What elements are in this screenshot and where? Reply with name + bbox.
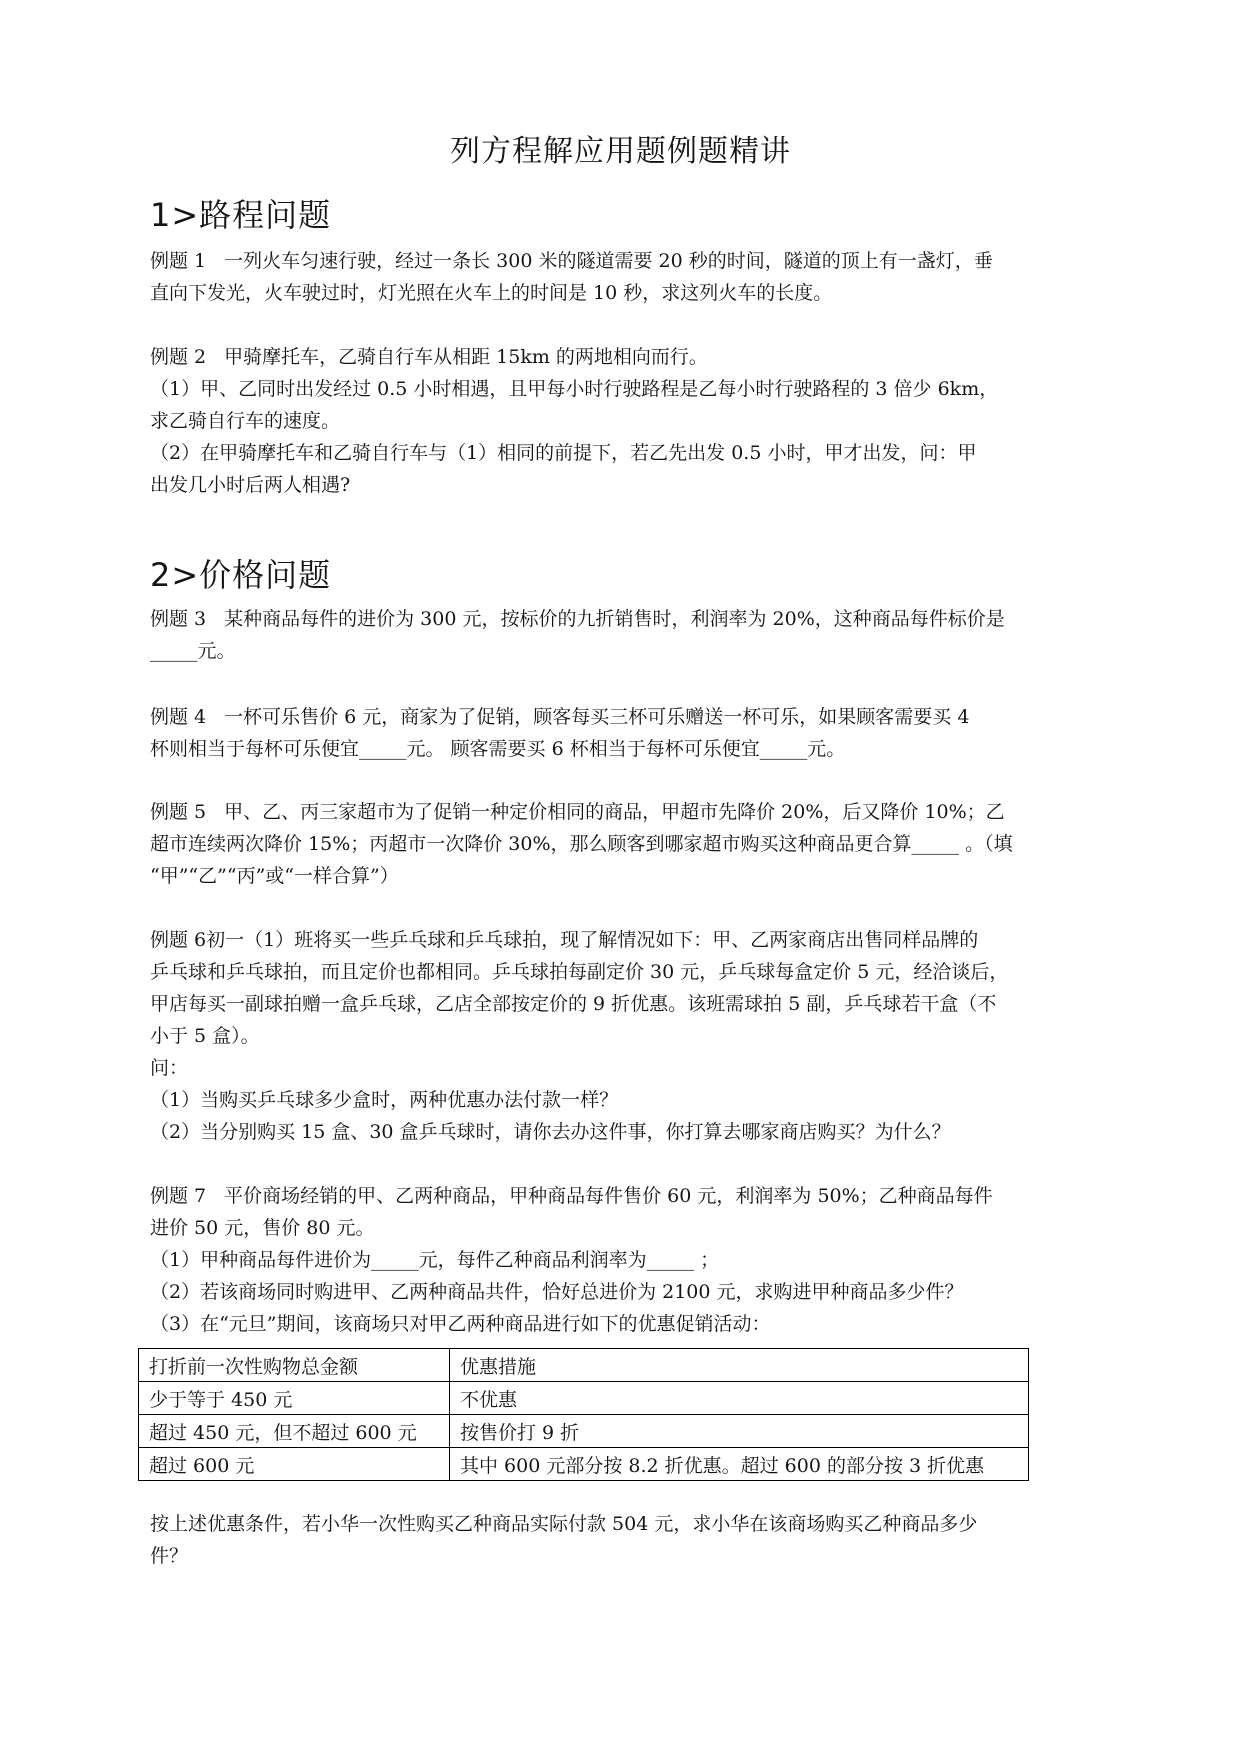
table-cell: 不优惠 <box>450 1382 1029 1415</box>
discount-table <box>138 1348 1029 1481</box>
example-7-line-4: （2）若该商场同时购进甲、乙两种商品共件，恰好总进价为 2100 元，求购进甲种商品多少件？ <box>150 1281 964 1303</box>
example-5-label: 例题 5 <box>150 801 207 823</box>
table-cell: 按售价打 9 折 <box>450 1415 1029 1448</box>
example-6-line-6: （1）当购买乒乓球多少盒时，两种优惠办法付款一样？ <box>150 1089 619 1111</box>
document-title: 列方程解应用题例题精讲 <box>450 134 791 169</box>
example-7-line-2: 进价 50 元，售价 80 元。 <box>150 1217 375 1239</box>
example-7-label: 例题 7 <box>150 1185 207 1207</box>
table-row <box>139 1349 1029 1382</box>
example-2-line-2: （1）甲、乙同时出发经过 0.5 小时相遇，且甲每小时行驶路程是乙每小时行驶路程的 3 倍少 6km， <box>150 378 999 400</box>
example-2-line-5: 出发几小时后两人相遇? <box>150 474 351 496</box>
table-cell: 其中 600 元部分按 8.2 折优惠。超过 600 的部分按 3 折优惠 <box>450 1448 1029 1481</box>
table-row <box>139 1415 1029 1448</box>
example-2 <box>150 341 1100 501</box>
example-4 <box>150 701 1100 765</box>
example-1-line-2: 直向下发光，火车驶过时，灯光照在火车上的时间是 10 秒，求这列火车的长度。 <box>150 282 833 304</box>
example-6-line-1: 例题 6初一（1）班将买一些乒乓球和乒乓球拍，现了解情况如下：甲、乙两家商店出售同样品牌的 <box>150 929 979 951</box>
example-6-line-4: 小于 5 盒）。 <box>150 1025 260 1047</box>
example-7-question <box>150 1508 1100 1572</box>
example-3-line-2: _____元。 <box>150 640 236 662</box>
example-6-label: 例题 6 <box>150 929 207 951</box>
example-2-line-4: （2）在甲骑摩托车和乙骑自行车与（1）相同的前提下，若乙先出发 0.5 小时，甲才出发，问：甲 <box>150 442 977 464</box>
example-6-line-2: 乒乓球和乒乓球拍，而且定价也都相同。乒乓球拍每副定价 30 元，乒乓球每盒定价 5 元，经洽谈后， <box>150 961 1009 983</box>
table-cell: 超过 600 元 <box>139 1448 450 1481</box>
table-cell: 优惠措施 <box>450 1349 1029 1382</box>
example-1-line-1: 例题 1 一列火车匀速行驶，经过一条长 300 米的隧道需要 20 秒的时间，隧道的顶上有一盏灯，垂 <box>150 250 993 272</box>
example-5-line-1: 例题 5 甲、乙、丙三家超市为了促销一种定价相同的商品，甲超市先降价 20%，后又降价 10%；乙 <box>150 801 1005 823</box>
example-2-line-3: 求乙骑自行车的速度。 <box>150 410 341 432</box>
example-5-line-3: “甲”“乙”“丙”或“一样合算”） <box>150 865 399 887</box>
example-3-line-1: 例题 3 某种商品每件的进价为 300 元，按标价的九折销售时，利润率为 20%，这种商品每件标价是 <box>150 608 1005 630</box>
example-5 <box>150 796 1100 892</box>
example-1-label: 例题 1 <box>150 250 207 272</box>
example-7-line-3: （1）甲种商品每件进价为_____元，每件乙种商品利润率为_____ ； <box>150 1249 720 1271</box>
example-7-after-line-2: 件？ <box>150 1545 189 1567</box>
example-7-after-line-1: 按上述优惠条件，若小华一次性购买乙种商品实际付款 504 元，求小华在该商场购买乙种商品多少 <box>150 1513 978 1535</box>
example-6-line-7: （2）当分别购买 15 盒、30 盒乒乓球时，请你去办这件事，你打算去哪家商店购买？为什么？ <box>150 1121 951 1143</box>
example-2-label: 例题 2 <box>150 346 207 368</box>
example-3-label: 例题 3 <box>150 608 207 630</box>
section-heading-price: 2>价格问题 <box>150 556 332 594</box>
example-7-line-1: 例题 7 平价商场经销的甲、乙两种商品，甲种商品每件售价 60 元，利润率为 50%；乙种商品每件 <box>150 1185 993 1207</box>
example-1 <box>150 245 1100 309</box>
example-7-line-5: （3）在“元旦”期间，该商场只对甲乙两种商品进行如下的优惠促销活动： <box>150 1313 771 1335</box>
table-row <box>139 1382 1029 1415</box>
table-cell: 少于等于 450 元 <box>139 1382 450 1415</box>
example-4-line-1: 例题 4 一杯可乐售价 6 元，商家为了促销，顾客每买三杯可乐赠送一杯可乐，如果顾客需要买 4 <box>150 706 970 728</box>
example-7 <box>150 1180 1100 1340</box>
example-4-line-2: 杯则相当于每杯可乐便宜_____元。 顾客需要买 6 杯相当于每杯可乐便宜_____元。 <box>150 738 846 760</box>
example-6-line-3: 甲店每买一副球拍赠一盒乒乓球，乙店全部按定价的 9 折优惠。该班需球拍 5 副，乒乓球若干盒（不 <box>150 993 997 1015</box>
table-cell: 打折前一次性购物总金额 <box>139 1349 450 1382</box>
table-cell: 超过 450 元，但不超过 600 元 <box>139 1415 450 1448</box>
example-2-line-1: 例题 2 甲骑摩托车，乙骑自行车从相距 15km 的两地相向而行。 <box>150 346 708 368</box>
table-row <box>139 1448 1029 1481</box>
example-6 <box>150 924 1100 1148</box>
example-3 <box>150 603 1100 667</box>
example-6-line-5: 问： <box>150 1057 189 1079</box>
section-heading-distance: 1>路程问题 <box>150 196 332 234</box>
example-5-line-2: 超市连续两次降价 15%；丙超市一次降价 30%，那么顾客到哪家超市购买这种商品更合算_____ 。（填 <box>150 833 1013 855</box>
example-4-label: 例题 4 <box>150 706 207 728</box>
